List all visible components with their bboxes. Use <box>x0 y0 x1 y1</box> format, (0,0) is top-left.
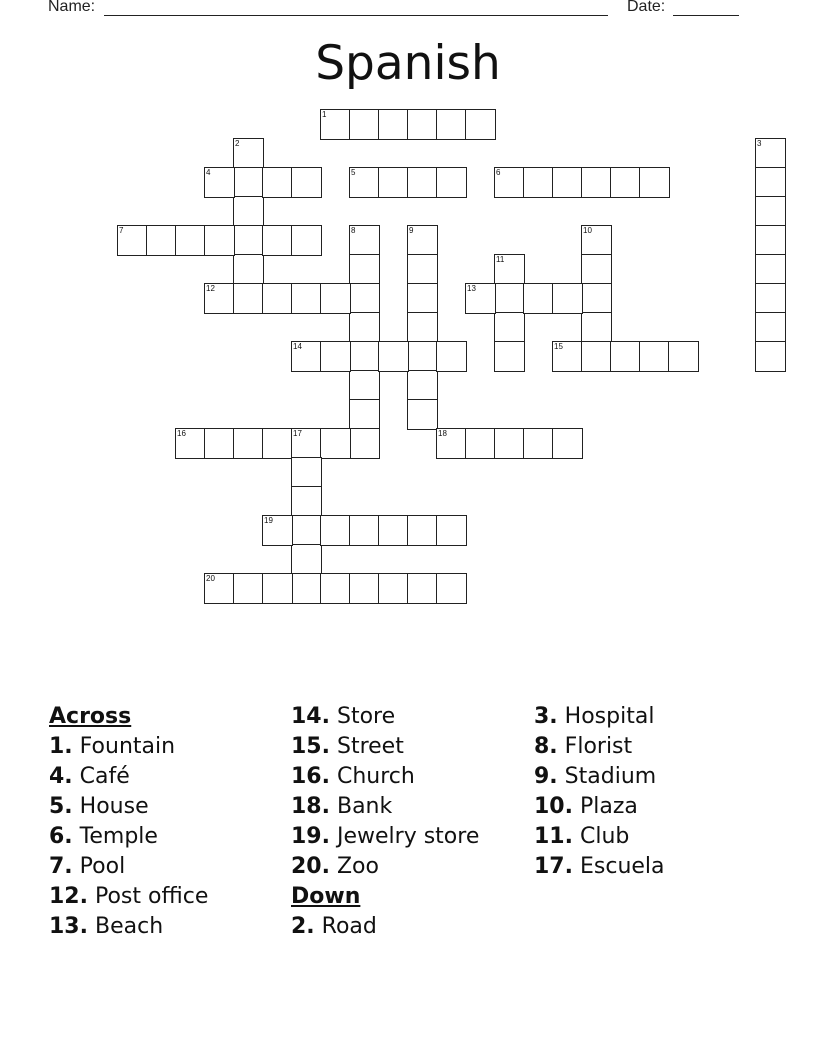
grid-cell[interactable] <box>378 573 409 604</box>
grid-cell[interactable] <box>349 254 380 285</box>
grid-cell[interactable] <box>755 283 786 314</box>
grid-cell[interactable] <box>349 225 380 256</box>
grid-cell[interactable] <box>378 341 409 372</box>
grid-cell[interactable] <box>204 283 235 314</box>
clue-across-7: 7. Pool <box>49 854 126 879</box>
grid-cell[interactable] <box>291 486 322 517</box>
grid-cell[interactable] <box>320 515 351 546</box>
grid-cell[interactable] <box>291 428 322 459</box>
grid-cell[interactable] <box>465 283 496 314</box>
grid-cell[interactable] <box>233 283 264 314</box>
grid-cell[interactable] <box>233 138 264 169</box>
grid-cell[interactable] <box>291 515 322 546</box>
grid-cell[interactable] <box>349 312 380 343</box>
grid-cell[interactable] <box>349 341 380 372</box>
grid-cell[interactable] <box>262 225 293 256</box>
grid-cell[interactable] <box>436 109 467 140</box>
grid-cell[interactable] <box>407 573 438 604</box>
grid-cell[interactable] <box>233 573 264 604</box>
grid-cell[interactable] <box>523 428 554 459</box>
grid-cell[interactable] <box>407 109 438 140</box>
grid-cell[interactable] <box>494 428 525 459</box>
grid-cell[interactable] <box>349 283 380 314</box>
clue-column-1 <box>49 702 208 942</box>
grid-cell[interactable] <box>407 283 438 314</box>
grid-cell[interactable] <box>581 341 612 372</box>
grid-cell[interactable] <box>755 312 786 343</box>
grid-cell[interactable] <box>233 167 264 198</box>
clue-number: 16 <box>177 429 186 438</box>
clue-number: 18 <box>438 429 447 438</box>
date-label: Date: <box>627 0 666 15</box>
clue-number: 20 <box>206 574 215 583</box>
clue-across-15: 15. Street <box>291 734 404 759</box>
grid-cell[interactable] <box>639 341 670 372</box>
clue-number: 13 <box>467 284 476 293</box>
grid-cell[interactable] <box>262 428 293 459</box>
grid-cell[interactable] <box>204 225 235 256</box>
grid-cell[interactable] <box>204 573 235 604</box>
clue-across-14: 14. Store <box>291 704 396 729</box>
grid-cell[interactable] <box>320 283 351 314</box>
grid-cell[interactable] <box>233 225 264 256</box>
grid-cell[interactable] <box>494 254 525 285</box>
grid-cell[interactable] <box>407 370 438 401</box>
grid-cell[interactable] <box>349 109 380 140</box>
clue-down-8: 8. Florist <box>534 734 633 759</box>
grid-cell[interactable] <box>436 428 467 459</box>
grid-cell[interactable] <box>755 196 786 227</box>
grid-cell[interactable] <box>233 428 264 459</box>
grid-cell[interactable] <box>378 109 409 140</box>
grid-cell[interactable] <box>262 515 293 546</box>
grid-cell[interactable] <box>523 283 554 314</box>
grid-cell[interactable] <box>436 573 467 604</box>
grid-cell[interactable] <box>117 225 148 256</box>
grid-cell[interactable] <box>407 254 438 285</box>
grid-cell[interactable] <box>755 225 786 256</box>
clue-number: 14 <box>293 342 302 351</box>
clue-across-19: 19. Jewelry store <box>291 824 480 849</box>
grid-cell[interactable] <box>349 515 380 546</box>
clue-number: 4 <box>206 168 211 177</box>
clue-across-12: 12. Post office <box>49 884 209 909</box>
grid-cell[interactable] <box>146 225 177 256</box>
grid-cell[interactable] <box>581 254 612 285</box>
grid-cell[interactable] <box>407 225 438 256</box>
grid-cell[interactable] <box>494 312 525 343</box>
grid-cell[interactable] <box>349 167 380 198</box>
clue-across-13: 13. Beach <box>49 914 164 939</box>
clue-down-9: 9. Stadium <box>534 764 657 789</box>
grid-cell[interactable] <box>523 167 554 198</box>
grid-cell[interactable] <box>233 196 264 227</box>
grid-cell[interactable] <box>349 573 380 604</box>
grid-cell[interactable] <box>494 283 525 314</box>
grid-cell[interactable] <box>639 167 670 198</box>
grid-cell[interactable] <box>349 399 380 430</box>
grid-cell[interactable] <box>552 283 583 314</box>
grid-cell[interactable] <box>610 167 641 198</box>
grid-cell[interactable] <box>262 167 293 198</box>
grid-cell[interactable] <box>755 138 786 169</box>
grid-cell[interactable] <box>436 167 467 198</box>
clue-number: 17 <box>293 429 302 438</box>
grid-cell[interactable] <box>494 341 525 372</box>
grid-cell[interactable] <box>175 225 206 256</box>
grid-cell[interactable] <box>291 544 322 575</box>
grid-cell[interactable] <box>436 341 467 372</box>
clue-down-10: 10. Plaza <box>534 794 638 819</box>
clue-number: 11 <box>496 255 505 264</box>
grid-cell[interactable] <box>262 573 293 604</box>
grid-cell[interactable] <box>291 225 322 256</box>
grid-cell[interactable] <box>610 341 641 372</box>
grid-cell[interactable] <box>436 515 467 546</box>
clue-column-2 <box>291 702 479 942</box>
page-title: Spanish <box>315 36 501 91</box>
grid-cell[interactable] <box>407 399 438 430</box>
grid-cell[interactable] <box>581 283 612 314</box>
grid-cell[interactable] <box>755 254 786 285</box>
grid-cell[interactable] <box>407 341 438 372</box>
grid-cell[interactable] <box>552 341 583 372</box>
clue-across-16: 16. Church <box>291 764 415 789</box>
grid-cell[interactable] <box>291 457 322 488</box>
grid-cell[interactable] <box>465 109 496 140</box>
grid-cell[interactable] <box>552 167 583 198</box>
grid-cell[interactable] <box>407 167 438 198</box>
clue-across-18: 18. Bank <box>291 794 393 819</box>
clue-down-3: 3. Hospital <box>534 704 655 729</box>
clue-across-6: 6. Temple <box>49 824 158 849</box>
grid-cell[interactable] <box>291 283 322 314</box>
clue-number: 8 <box>351 226 356 235</box>
grid-cell[interactable] <box>755 167 786 198</box>
clue-across-20: 20. Zoo <box>291 854 379 879</box>
clue-number: 6 <box>496 168 501 177</box>
grid-cell[interactable] <box>407 312 438 343</box>
grid-cell[interactable] <box>552 428 583 459</box>
clue-across-1: 1. Fountain <box>49 734 176 759</box>
grid-cell[interactable] <box>668 341 699 372</box>
clue-number: 3 <box>757 139 762 148</box>
grid-cell[interactable] <box>320 341 351 372</box>
grid-cell[interactable] <box>291 573 322 604</box>
clue-column-3 <box>534 702 665 882</box>
grid-cell[interactable] <box>407 515 438 546</box>
clue-number: 15 <box>554 342 563 351</box>
grid-cell[interactable] <box>233 254 264 285</box>
grid-cell[interactable] <box>581 167 612 198</box>
grid-cell[interactable] <box>320 573 351 604</box>
grid-cell[interactable] <box>378 167 409 198</box>
grid-cell[interactable] <box>755 341 786 372</box>
grid-cell[interactable] <box>494 167 525 198</box>
clue-across-5: 5. House <box>49 794 149 819</box>
clue-number: 12 <box>206 284 215 293</box>
clue-across-4: 4. Café <box>49 764 130 789</box>
across-heading: Across <box>49 704 132 729</box>
grid-cell[interactable] <box>581 225 612 256</box>
clue-number: 19 <box>264 516 273 525</box>
clue-down-2: 2. Road <box>291 914 377 939</box>
name-label: Name: <box>48 0 96 15</box>
grid-cell[interactable] <box>349 370 380 401</box>
grid-cell[interactable] <box>262 283 293 314</box>
clue-number: 5 <box>351 168 356 177</box>
clue-down-11: 11. Club <box>534 824 630 849</box>
clue-number: 10 <box>583 226 592 235</box>
grid-cell[interactable] <box>349 428 380 459</box>
grid-cell[interactable] <box>465 428 496 459</box>
grid-cell[interactable] <box>204 167 235 198</box>
clue-number: 2 <box>235 139 240 148</box>
grid-cell[interactable] <box>175 428 206 459</box>
grid-cell[interactable] <box>291 341 322 372</box>
grid-cell[interactable] <box>581 312 612 343</box>
grid-cell[interactable] <box>320 428 351 459</box>
clue-number: 9 <box>409 226 414 235</box>
grid-cell[interactable] <box>204 428 235 459</box>
clue-down-17: 17. Escuela <box>534 854 665 879</box>
grid-cell[interactable] <box>378 515 409 546</box>
down-heading: Down <box>291 884 361 909</box>
clue-number: 1 <box>322 110 327 119</box>
grid-cell[interactable] <box>320 109 351 140</box>
grid-cell[interactable] <box>291 167 322 198</box>
clue-number: 7 <box>119 226 124 235</box>
